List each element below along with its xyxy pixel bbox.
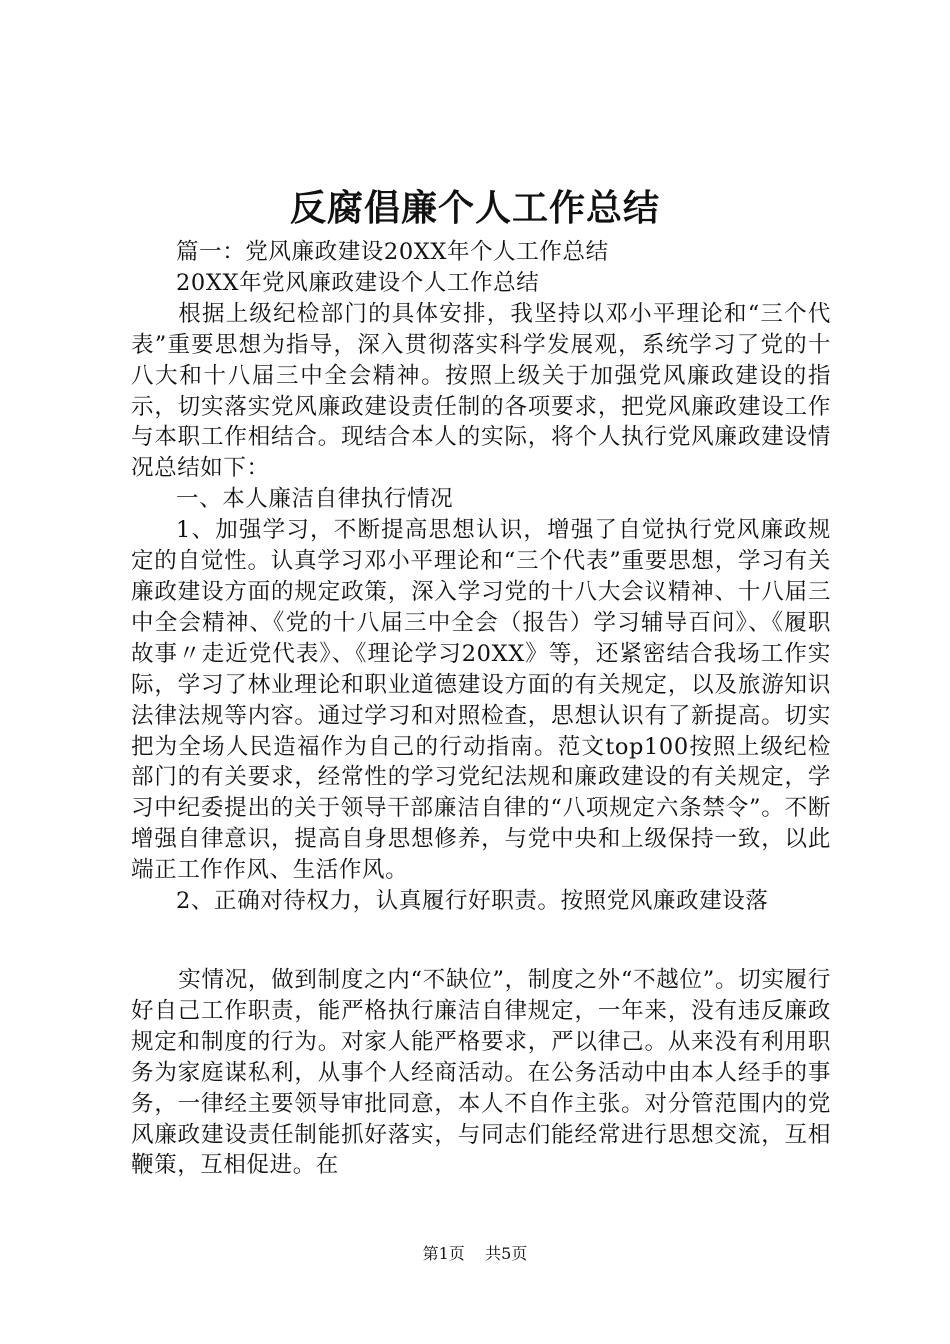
page-footer — [0, 1243, 950, 1265]
document-title: 反腐倡廉个人工作总结 — [289, 188, 660, 229]
section-heading-part-one: 篇一：党风廉政建设20XX年个人工作总结 — [176, 239, 609, 265]
page-total: 共5页 — [485, 1244, 528, 1263]
body-paragraph: 2、正确对待权力，认真履行好职责。按照党风廉政建设落 — [176, 888, 769, 915]
page-separator — [470, 1244, 480, 1263]
body-paragraph: 1、加强学习，不断提高思想认识，增强了自觉执行党风廉政规定的自觉性。认真学习邓小平理论和“三个代表”重要思想，学习有关廉政建设方面的规定政策，深入学习党的十八大会议精神、十八届三中全会精神、《党的十八届三中全会（报告）学习辅导百问》、《履职故事〃走近党代表》、《理论学习20XX》等，还紧密结合我场工作实际，学习了林业理论和职业道德建设方面的有关规定，以及旅游知识法律法规等内容。通过学习和对照检查，思想认识有了新提高。切实把为全场人民造福作为自己的行动指南。范文top100按照上级纪检部门的有关要求，经常性的学习党纪法规和廉政建设的有关规定，学习中纪委提出的关于领导干部廉洁自律的“八项规定六条禁令”。不断增强自律意识，提高自身思想修养，与党中央和上级保持一致，以此端正工作作风、生活作风。 — [131, 517, 831, 884]
body-paragraph: 实情况，做到制度之内“不缺位”，制度之外“不越位”。切实履行好自己工作职责，能严格执行廉洁自律规定，一年来，没有违反廉政规定和制度的行为。对家人能严格要求，严以律己。从来没有利用职务为家庭谋私利，从事个人经商活动。在公务活动中由本人经手的事务，一律经主要领导审批同意，本人不自作主张。对分管范围内的党风廉政建设责任制能抓好落实，与同志们能经常进行思想交流，互相鞭策，互相促进。在 — [131, 967, 831, 1179]
section-heading: 一、本人廉洁自律执行情况 — [176, 486, 454, 513]
page-number: 第1页 — [422, 1244, 465, 1263]
document-body-lower — [131, 965, 831, 1181]
body-paragraph: 根据上级纪检部门的具体安排，我坚持以邓小平理论和“三个代表”重要思想为指导，深入贯彻落实科学发展观，系统学习了党的十八大和十八届三中全会精神。按照上级关于加强党风廉政建设的指示，切实落实党风廉政建设责任制的各项要求，把党风廉政建设工作与本职工作相结合。现结合本人的实际，将个人执行党风廉政建设情况总结如下： — [131, 300, 831, 482]
subtitle-line: 20XX年党风廉政建设个人工作总结 — [176, 269, 540, 296]
document-body-upper — [131, 237, 831, 917]
